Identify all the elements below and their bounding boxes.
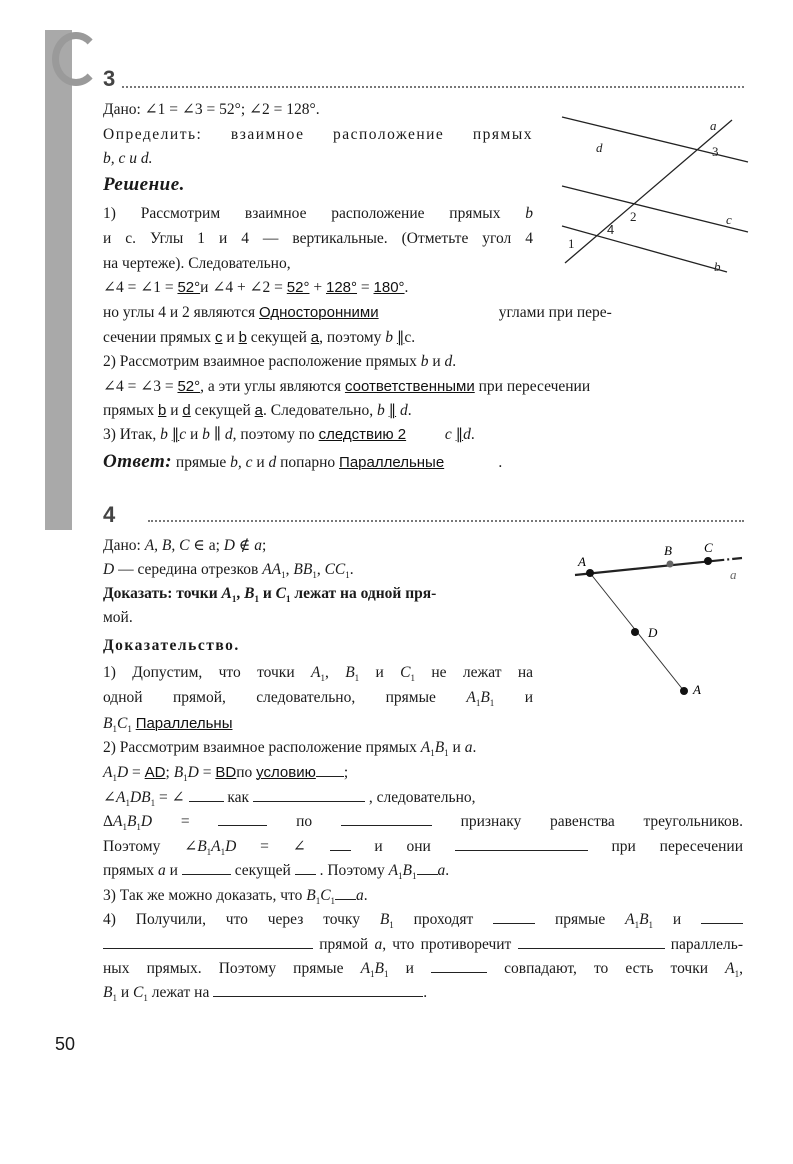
text: Поэтому ∠ <box>103 838 198 855</box>
subscript: 1 <box>143 993 148 1004</box>
subscript: 1 <box>112 724 117 735</box>
text: Определить: взаимное расположение прямых <box>103 126 533 143</box>
handwritten-answer: 52° <box>286 279 310 296</box>
label-2: 2 <box>630 209 637 224</box>
math-variable: A <box>725 960 735 977</box>
subscript: 1 <box>136 822 141 833</box>
handwritten-answer: ∥ <box>455 426 464 443</box>
math-variable: B <box>306 887 316 904</box>
text: и ∠4 + ∠2 = <box>200 279 287 296</box>
math-variable: A <box>466 689 476 706</box>
text: = ∠ <box>155 789 189 806</box>
text: и <box>359 664 401 681</box>
subscript: 1 <box>430 748 435 759</box>
text: 1) Допустим, что точки <box>103 664 311 681</box>
math-variable: b, c <box>230 454 253 471</box>
text: проходят <box>393 911 494 928</box>
subscript: 1 <box>370 969 375 980</box>
subscript: 1 <box>254 594 259 605</box>
text: попарно <box>276 454 340 471</box>
text: , <box>236 585 245 602</box>
text: и <box>494 689 534 706</box>
handwritten-answer: b <box>238 329 247 346</box>
subscript: 1 <box>312 570 317 581</box>
text: Доказать: точки <box>103 585 222 602</box>
label-A: A <box>578 554 586 569</box>
math-variable: A <box>420 739 431 756</box>
handwritten-answer: ∥ <box>171 426 180 443</box>
text: секущей <box>190 402 255 419</box>
math-variable: b <box>160 426 172 443</box>
text: лежат на <box>147 984 214 1001</box>
point-C <box>704 557 712 565</box>
math-variable: d <box>444 353 453 370</box>
math-variable: a <box>464 739 473 756</box>
text: 3) Итак, <box>103 426 161 443</box>
text: на чертеже). Следовательно, <box>103 255 291 272</box>
subscript: 1 <box>286 594 291 605</box>
subscript: 1 <box>112 773 117 784</box>
subscript: 1 <box>634 920 640 931</box>
text: , поэтому <box>319 329 386 346</box>
text: при пересечении <box>587 838 743 855</box>
handwritten-answer: BD <box>215 764 237 781</box>
text: . <box>445 862 450 879</box>
math-variable: B <box>639 911 649 928</box>
math-variable: BB <box>293 561 313 578</box>
text: . <box>423 984 428 1001</box>
text: и с. Углы 1 и 4 — вертикальные. (Отметьте угол 4 <box>103 230 533 247</box>
subscript: 1 <box>412 871 417 882</box>
text: = <box>152 813 219 830</box>
text: 4) Получили, что через точку <box>103 911 380 928</box>
math-variable: A <box>103 764 113 781</box>
text: совпадают, то есть точки <box>487 960 726 977</box>
math-variable: C <box>400 664 411 681</box>
text: прямые <box>535 911 626 928</box>
text: ных прямых. Поэтому прямые <box>103 960 361 977</box>
math-variable: a <box>437 862 446 879</box>
math-variable: A <box>310 664 321 681</box>
text: лежат на одной пря- <box>290 585 437 602</box>
subscript: 1 <box>122 822 127 833</box>
text: прямой <box>313 936 375 953</box>
label-4: 4 <box>607 222 615 237</box>
text: Дано: ∠1 = ∠3 = 52°; ∠2 = 128°. <box>103 101 320 118</box>
text: и <box>428 353 445 370</box>
subscript: 1 <box>475 698 481 709</box>
text: по <box>267 813 341 830</box>
text: , <box>324 664 346 681</box>
text: и они <box>350 838 455 855</box>
subscript: 1 <box>281 570 286 581</box>
text: , следовательно, <box>364 789 476 806</box>
math-variable: a <box>254 537 262 554</box>
handwritten-answer: 52° <box>177 378 201 395</box>
subscript: 1 <box>330 896 336 907</box>
math-variable: B <box>480 689 490 706</box>
label-a: a <box>730 567 737 582</box>
text: , а эти углы являются <box>200 378 345 395</box>
figure-task-4 <box>575 540 742 697</box>
line-d <box>562 117 748 162</box>
task-3-number: 3 <box>103 66 116 91</box>
page-number: 50 <box>55 1034 76 1054</box>
text: . <box>472 739 477 756</box>
math-variable: b <box>385 329 397 346</box>
math-variable: a <box>374 936 383 953</box>
subscript: 1 <box>127 724 132 735</box>
math-variable: b <box>202 426 210 443</box>
text: и <box>252 454 269 471</box>
text: по <box>236 764 257 781</box>
math-variable: B <box>345 664 355 681</box>
subscript: 1 <box>150 798 156 809</box>
handwritten-answer: Параллельные <box>339 454 445 471</box>
text: прямых <box>103 862 159 879</box>
math-variable: B <box>126 813 137 830</box>
answer-label: Ответ: <box>103 451 173 472</box>
handwritten-answer: соответственными <box>344 378 475 395</box>
subscript: 1 <box>398 871 403 882</box>
text: прямые <box>172 454 231 471</box>
text: но углы 4 и 2 являются <box>103 304 260 321</box>
math-variable: B <box>434 739 445 756</box>
text: и <box>186 426 203 443</box>
text: , <box>285 561 294 578</box>
math-variable: C <box>133 984 144 1001</box>
math-variable: D <box>116 764 129 781</box>
subscript: 1 <box>354 673 360 684</box>
math-variable: B <box>103 715 113 732</box>
subscript: 1 <box>112 993 117 1004</box>
math-variable: a <box>158 862 166 879</box>
text: , что противоречит <box>382 936 518 953</box>
text: , <box>739 960 743 977</box>
handwritten-answer: Односторонними <box>259 304 379 321</box>
math-variable: a <box>356 887 364 904</box>
subscript: 1 <box>125 798 130 809</box>
text: , поэтому по <box>232 426 319 443</box>
subscript: 1 <box>384 969 389 980</box>
text: секущей <box>246 329 311 346</box>
math-variable: d <box>268 454 277 471</box>
math-variable: b, c и d. <box>103 150 153 167</box>
math-variable: A <box>388 862 399 879</box>
text: Дано: <box>103 537 145 554</box>
text: и <box>165 862 182 879</box>
label-c: c <box>726 212 732 227</box>
math-variable: b <box>376 402 389 419</box>
handwritten-answer: a <box>310 329 320 346</box>
text: сечении прямых <box>103 329 216 346</box>
point-A1 <box>680 687 688 695</box>
label-B: B <box>664 543 672 558</box>
handwritten-answer: 128° <box>325 279 358 296</box>
math-variable: D <box>103 561 115 578</box>
math-variable: D <box>225 838 237 855</box>
subscript: 1 <box>345 570 350 581</box>
text: и <box>166 402 183 419</box>
text: 2) Рассмотрим взаимное расположение прямых <box>103 739 421 756</box>
math-variable: CC <box>324 561 346 578</box>
handwritten-answer: c <box>215 329 223 346</box>
math-variable: C <box>116 715 128 732</box>
text: ∠4 = ∠3 = <box>103 378 178 395</box>
line-c <box>562 186 748 232</box>
label-a: a <box>710 118 717 133</box>
math-variable: AA <box>262 561 282 578</box>
math-variable: B <box>374 960 384 977</box>
math-variable: B <box>197 838 207 855</box>
math-variable: B <box>103 984 113 1001</box>
label-A1: A <box>693 682 701 697</box>
subscript: 1 <box>206 847 212 858</box>
text: = <box>357 279 374 296</box>
text: и <box>116 984 134 1001</box>
math-variable: b <box>420 353 429 370</box>
math-variable: d <box>396 402 408 419</box>
text: . <box>470 426 475 443</box>
text: Решение <box>103 174 180 195</box>
text: 1) Рассмотрим взаимное расположение прямых <box>103 205 526 222</box>
handwritten-answer: 52° <box>177 279 201 296</box>
math-variable: C <box>275 585 286 602</box>
math-variable: D <box>223 537 235 554</box>
text: — середина отрезков <box>114 561 263 578</box>
text: . <box>349 561 354 578</box>
subscript: 1 <box>489 698 495 709</box>
text: ; <box>261 537 267 554</box>
handwritten-answer: AD <box>144 764 166 781</box>
text: как <box>223 789 253 806</box>
math-variable: DB <box>129 789 151 806</box>
subscript: 1 <box>389 920 394 931</box>
math-variable: B <box>173 764 184 781</box>
math-variable: B <box>244 585 255 602</box>
math-variable: B <box>402 862 413 879</box>
math-variable: D <box>140 813 153 830</box>
text: 2) Рассмотрим взаимное расположение прямых <box>103 353 421 370</box>
text: ∥ <box>209 426 225 443</box>
text: ∉ <box>234 537 255 554</box>
label-d: d <box>596 140 603 155</box>
handwritten-answer: a <box>254 402 263 419</box>
handwritten-answer: Параллельны <box>135 715 233 732</box>
text: секущей <box>230 862 295 879</box>
math-variable: d <box>463 426 471 443</box>
text: . Следовательно, <box>262 402 377 419</box>
text: . <box>407 402 412 419</box>
label-b: b <box>714 259 721 274</box>
point-A <box>586 569 594 577</box>
text: . <box>404 279 409 296</box>
handwritten-answer: 180° <box>373 279 405 296</box>
text: признаку равенства треугольников. <box>431 813 744 830</box>
text: . <box>363 887 368 904</box>
text: мой. <box>103 609 133 626</box>
text: прямых <box>103 402 159 419</box>
label-1: 1 <box>568 236 575 251</box>
text: = <box>198 764 216 781</box>
text: + <box>309 279 326 296</box>
text: Δ <box>103 813 113 830</box>
figure-task-3 <box>562 117 748 272</box>
text: = <box>128 764 145 781</box>
math-variable: D <box>187 764 199 781</box>
math-variable: d <box>224 426 233 443</box>
subscript: 1 <box>410 673 416 684</box>
subscript: 1 <box>648 920 654 931</box>
handwritten-answer: d <box>182 402 191 419</box>
math-variable: C <box>320 887 331 904</box>
text: и <box>653 911 701 928</box>
math-variable: A <box>221 585 232 602</box>
text: и <box>222 329 239 346</box>
handwritten-answer: условию <box>256 764 316 781</box>
task-4-number: 4 <box>103 502 116 527</box>
text: ; <box>165 764 174 781</box>
text: = ∠ <box>236 838 330 855</box>
label-D: D <box>648 625 658 640</box>
math-variable: c <box>179 426 187 443</box>
line-a <box>565 120 732 263</box>
text: . <box>498 454 503 471</box>
text: при пересечении <box>474 378 591 395</box>
text: углами при пере- <box>498 304 612 321</box>
handwritten-answer: ∥ <box>388 402 397 419</box>
handwritten-answer: следствию 2 <box>318 426 407 443</box>
subscript: 1 <box>320 673 325 684</box>
text: не лежат на <box>415 664 534 681</box>
text: и <box>448 739 465 756</box>
math-variable: A <box>112 813 123 830</box>
text: , <box>316 561 325 578</box>
text: ∠ <box>103 789 116 806</box>
subscript: 1 <box>315 896 321 907</box>
text: . <box>452 353 457 370</box>
math-variable: A <box>360 960 371 977</box>
line-b <box>562 226 727 272</box>
handwritten-answer: ∥ <box>396 329 405 346</box>
text: Доказательство. <box>103 637 240 654</box>
text: и <box>388 960 432 977</box>
point-D <box>631 628 639 636</box>
text: ∠4 = ∠1 = <box>103 279 178 296</box>
math-variable: A <box>625 911 635 928</box>
point-B <box>667 561 674 568</box>
label-3: 3 <box>712 144 719 159</box>
text: . Поэтому <box>315 862 389 879</box>
label-C: C <box>704 540 713 555</box>
math-variable: B <box>379 911 390 928</box>
subscript: 1 <box>183 773 188 784</box>
text: c. <box>404 329 416 346</box>
subscript: 1 <box>734 969 740 980</box>
subscript: 1 <box>444 748 449 759</box>
text: одной прямой, следовательно, прямые <box>103 689 467 706</box>
text: 3) Так же можно доказать, что <box>103 887 307 904</box>
line-a <box>575 558 742 575</box>
text: . <box>179 174 185 195</box>
math-variable: A <box>211 838 221 855</box>
text: параллель- <box>664 936 743 953</box>
handwritten-answer: b <box>158 402 167 419</box>
subscript: 1 <box>231 594 237 605</box>
math-variable: A <box>116 789 126 806</box>
subscript: 1 <box>220 847 226 858</box>
text: ; <box>343 764 349 781</box>
text: и <box>258 585 276 602</box>
math-variable: A, B, C <box>144 537 190 554</box>
math-variable: c <box>444 426 456 443</box>
math-variable: b <box>525 205 533 222</box>
text: ∈ a; <box>189 537 224 554</box>
